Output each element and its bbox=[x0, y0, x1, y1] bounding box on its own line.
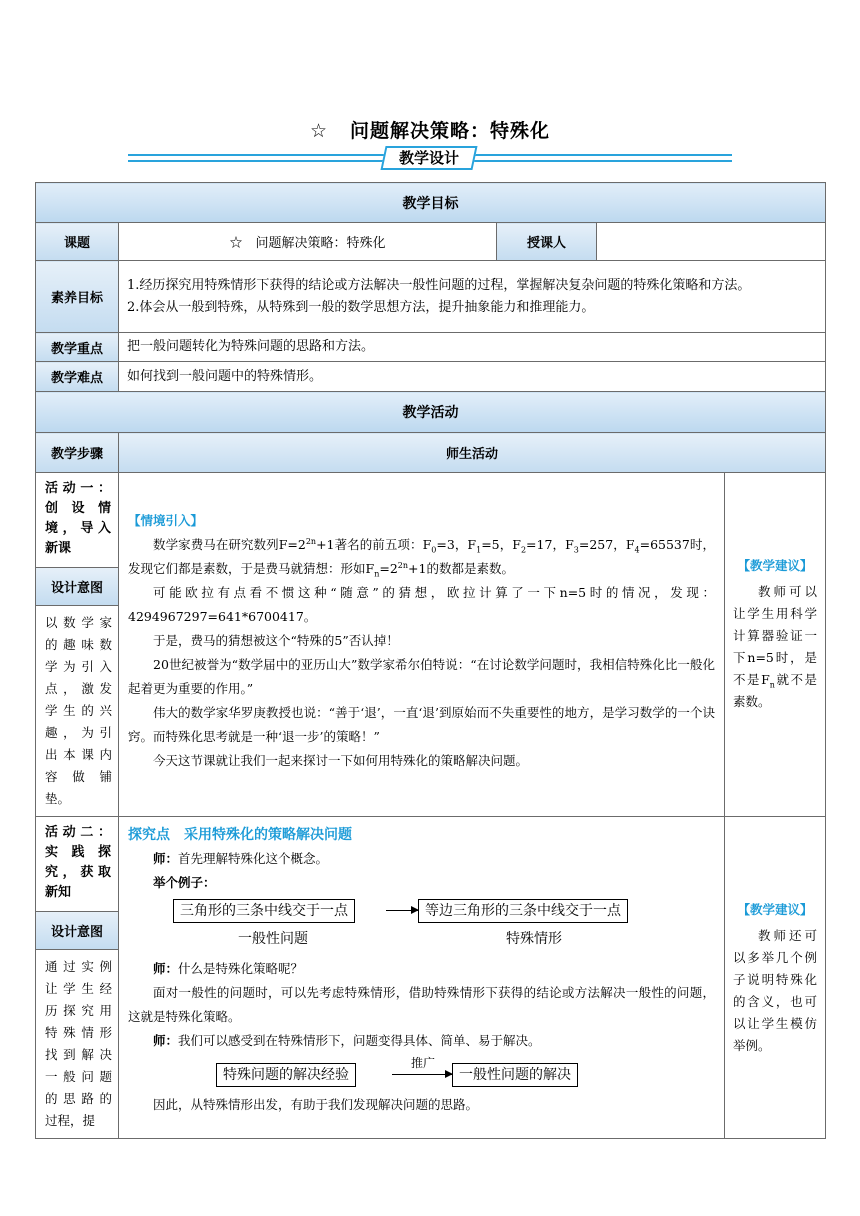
intent-line: 过程，提 bbox=[45, 1113, 96, 1128]
star-icon: ☆ bbox=[309, 120, 329, 142]
subscript: 1 bbox=[476, 545, 482, 555]
suggestion-body bbox=[733, 581, 817, 713]
activity-1-name-line: 活动一： bbox=[45, 481, 111, 496]
intent-line: 以数学家 bbox=[45, 615, 112, 630]
activity-2-side bbox=[36, 817, 119, 1139]
teacher-label: 授课人 bbox=[497, 223, 597, 261]
activity-2-intent bbox=[36, 950, 118, 1138]
teacher-value bbox=[597, 223, 826, 261]
activity-2-name-line: 新知 bbox=[45, 885, 72, 900]
intent-line: 让学生经 bbox=[45, 981, 112, 996]
arrow-icon bbox=[386, 910, 418, 911]
subscript: n bbox=[374, 569, 380, 579]
generalize-label: 推广 bbox=[411, 1056, 436, 1070]
text-run: =257，F bbox=[578, 537, 635, 552]
difficult-point-value: 如何找到一般问题中的特殊情形。 bbox=[119, 362, 826, 392]
explore-heading: 探究点 采用特殊化的策略解决问题 bbox=[128, 827, 352, 843]
key-point-value: 把一般问题转化为特殊问题的思路和方法。 bbox=[119, 333, 826, 362]
text-run: 我们可以感受到在特殊情形下，问题变得具体、简单、易于解决。 bbox=[178, 1033, 541, 1048]
page-title bbox=[0, 116, 860, 143]
banner-badge bbox=[380, 146, 477, 170]
title-banner bbox=[128, 146, 732, 172]
topic-label: 课题 bbox=[36, 223, 119, 261]
general-problem-caption: 一般性问题 bbox=[238, 931, 308, 947]
badge-label: 教学设计 bbox=[398, 149, 459, 167]
intent-line: 趣，为引 bbox=[45, 725, 112, 740]
paragraph: 于是，费马的猜想被这个“特殊的5”否认掉！ bbox=[153, 633, 399, 648]
intent-line: 一般问题 bbox=[45, 1069, 112, 1084]
superscript: 2n bbox=[397, 560, 409, 570]
intent-line: 特殊情形 bbox=[45, 1025, 112, 1040]
teacher-line bbox=[128, 1029, 715, 1053]
teacher-line bbox=[128, 957, 715, 981]
conclusion-paragraph: 因此，从特殊情形出发，有助于我们发现解决问题的思路。 bbox=[153, 1097, 479, 1112]
teacher-line bbox=[128, 847, 715, 871]
paragraph: 今天这节课就让我们一起来探讨一下如何用特殊化的策略解决问题。 bbox=[153, 753, 529, 768]
activity-1-design-label: 设计意图 bbox=[36, 567, 118, 606]
text-run: 教师可以让学生用科学计算器验证一下n=5时，是不是F bbox=[733, 584, 818, 687]
activity-2-name-line: 究，获取 bbox=[45, 865, 111, 880]
euler-paragraph: 可能欧拉有点看不惯这种“随意”的猜想，欧拉计算了一下n=5时的情况，发现：4294967297=641*6700417。 bbox=[128, 585, 715, 624]
title-text: 问题解决策略：特殊化 bbox=[350, 120, 551, 142]
hua-paragraph: 伟大的数学家华罗庚教授也说：“善于‘退’，一直‘退’到原始而不失重要性的地方，是学习数学的一个诀窍。而特殊化思考就是一种‘退一步’的策略！” bbox=[128, 705, 715, 744]
activity-2-suggestion bbox=[725, 817, 826, 1139]
key-point-label: 教学重点 bbox=[36, 333, 119, 362]
activity-1-side bbox=[36, 473, 119, 817]
literacy-goal-1: 1.经历探究用特殊情形下获得的结论或方法解决一般性问题的过程，掌握解决复杂问题的特殊化策略和方法。 bbox=[127, 277, 751, 293]
text-run: =5，F bbox=[481, 537, 521, 552]
text-run: =65537时，发现它们都是素数，于是费马就猜想：形如F bbox=[128, 537, 715, 576]
speaker-label: 师： bbox=[153, 851, 179, 866]
text-run: +1著名的前五项：F bbox=[316, 537, 432, 552]
activity-1-name-line: 新课 bbox=[45, 541, 72, 556]
special-experience-box: 特殊问题的解决经验 bbox=[216, 1063, 356, 1087]
activity-1-name-line: 创设情 bbox=[45, 501, 111, 516]
subscript: 0 bbox=[431, 545, 437, 555]
intent-line: 容做铺 bbox=[45, 769, 112, 784]
text-run: 就不是素数。 bbox=[733, 672, 818, 709]
subscript: n bbox=[769, 680, 775, 690]
text-run: +1的数都是素数。 bbox=[408, 561, 514, 576]
activity-2-name-line: 活动二： bbox=[45, 825, 111, 840]
intent-line: 学为引入 bbox=[45, 659, 112, 674]
intent-line: 历探究用 bbox=[45, 1003, 112, 1018]
activity-1-intent bbox=[36, 606, 118, 816]
special-case-box: 等边三角形的三条中线交于一点 bbox=[418, 899, 628, 923]
activity-2-name-line: 实践探 bbox=[45, 845, 111, 860]
literacy-goal-2: 2.体会从一般到特殊，从特殊到一般的数学思想方法，提升抽象能力和推理能力。 bbox=[127, 299, 595, 315]
lesson-plan-table bbox=[35, 182, 826, 1139]
suggestion-title: 【教学建议】 bbox=[737, 558, 813, 573]
fermat-paragraph bbox=[128, 533, 715, 581]
speaker-label: 师： bbox=[153, 961, 179, 976]
topic-value: ☆ 问题解决策略：特殊化 bbox=[119, 223, 497, 261]
steps-label: 教学步骤 bbox=[36, 433, 119, 473]
activity-2-design-label: 设计意图 bbox=[36, 911, 118, 950]
text-run: 首先理解特殊化这个概念。 bbox=[178, 851, 329, 866]
definition-paragraph: 面对一般性的问题时，可以先考虑特殊情形，借助特殊情形下获得的结论或方法解决一般性的问题，这就是特殊化策略。 bbox=[128, 985, 715, 1024]
suggestion-title: 【教学建议】 bbox=[737, 902, 813, 917]
arrow-icon bbox=[392, 1074, 452, 1075]
intent-line: 学生的兴 bbox=[45, 703, 112, 718]
generalize-diagram bbox=[128, 1055, 715, 1093]
example-diagram bbox=[128, 899, 715, 955]
hilbert-paragraph: 20世纪被誉为“数学届中的亚历山大”数学家希尔伯特说：“在讨论数学问题时，我相信特殊化比一般化起着更为重要的作用。” bbox=[128, 657, 715, 696]
intent-line: 找到解决 bbox=[45, 1047, 112, 1062]
text-run: 数学家费马在研究数列F=2 bbox=[153, 537, 306, 552]
suggestion-body: 教师还可以多举几个例子说明特殊化的含义，也可以让学生模仿举例。 bbox=[733, 928, 818, 1053]
intent-line: 垫。 bbox=[45, 791, 71, 806]
activity-label: 师生活动 bbox=[119, 433, 826, 473]
general-solution-box: 一般性问题的解决 bbox=[452, 1063, 578, 1087]
literacy-goals bbox=[119, 261, 826, 333]
intent-line: 通过实例 bbox=[45, 959, 112, 974]
text-run: =3，F bbox=[436, 537, 477, 552]
speaker-label: 师： bbox=[153, 1033, 179, 1048]
text-run: =2 bbox=[379, 561, 398, 576]
literacy-label: 素养目标 bbox=[36, 261, 119, 333]
activity-1-suggestion bbox=[725, 473, 826, 817]
subscript: 3 bbox=[573, 545, 579, 555]
text-run: 什么是特殊化策略呢？ bbox=[178, 961, 304, 976]
activities-header: 教学活动 bbox=[36, 392, 826, 433]
activity-2-content bbox=[119, 817, 725, 1139]
subscript: 2 bbox=[520, 545, 527, 555]
activity-2-name bbox=[36, 817, 118, 911]
section-heading: 【情境引入】 bbox=[128, 513, 204, 528]
special-case-caption: 特殊情形 bbox=[506, 931, 562, 947]
general-problem-box: 三角形的三条中线交于一点 bbox=[173, 899, 355, 923]
intent-line: 的趣味数 bbox=[45, 637, 112, 652]
goals-header: 教学目标 bbox=[36, 183, 826, 223]
intent-line: 点，激发 bbox=[45, 681, 112, 696]
activity-1-name bbox=[36, 473, 118, 567]
activity-1-name-line: 境，导入 bbox=[45, 521, 111, 536]
subscript: 4 bbox=[634, 545, 640, 555]
example-label: 举个例子： bbox=[153, 875, 216, 890]
intent-line: 的思路的 bbox=[45, 1091, 112, 1106]
intent-line: 出本课内 bbox=[45, 747, 112, 762]
difficult-point-label: 教学难点 bbox=[36, 362, 119, 392]
activity-1-content bbox=[119, 473, 725, 817]
superscript: 2n bbox=[305, 536, 317, 546]
text-run: =17，F bbox=[526, 537, 574, 552]
